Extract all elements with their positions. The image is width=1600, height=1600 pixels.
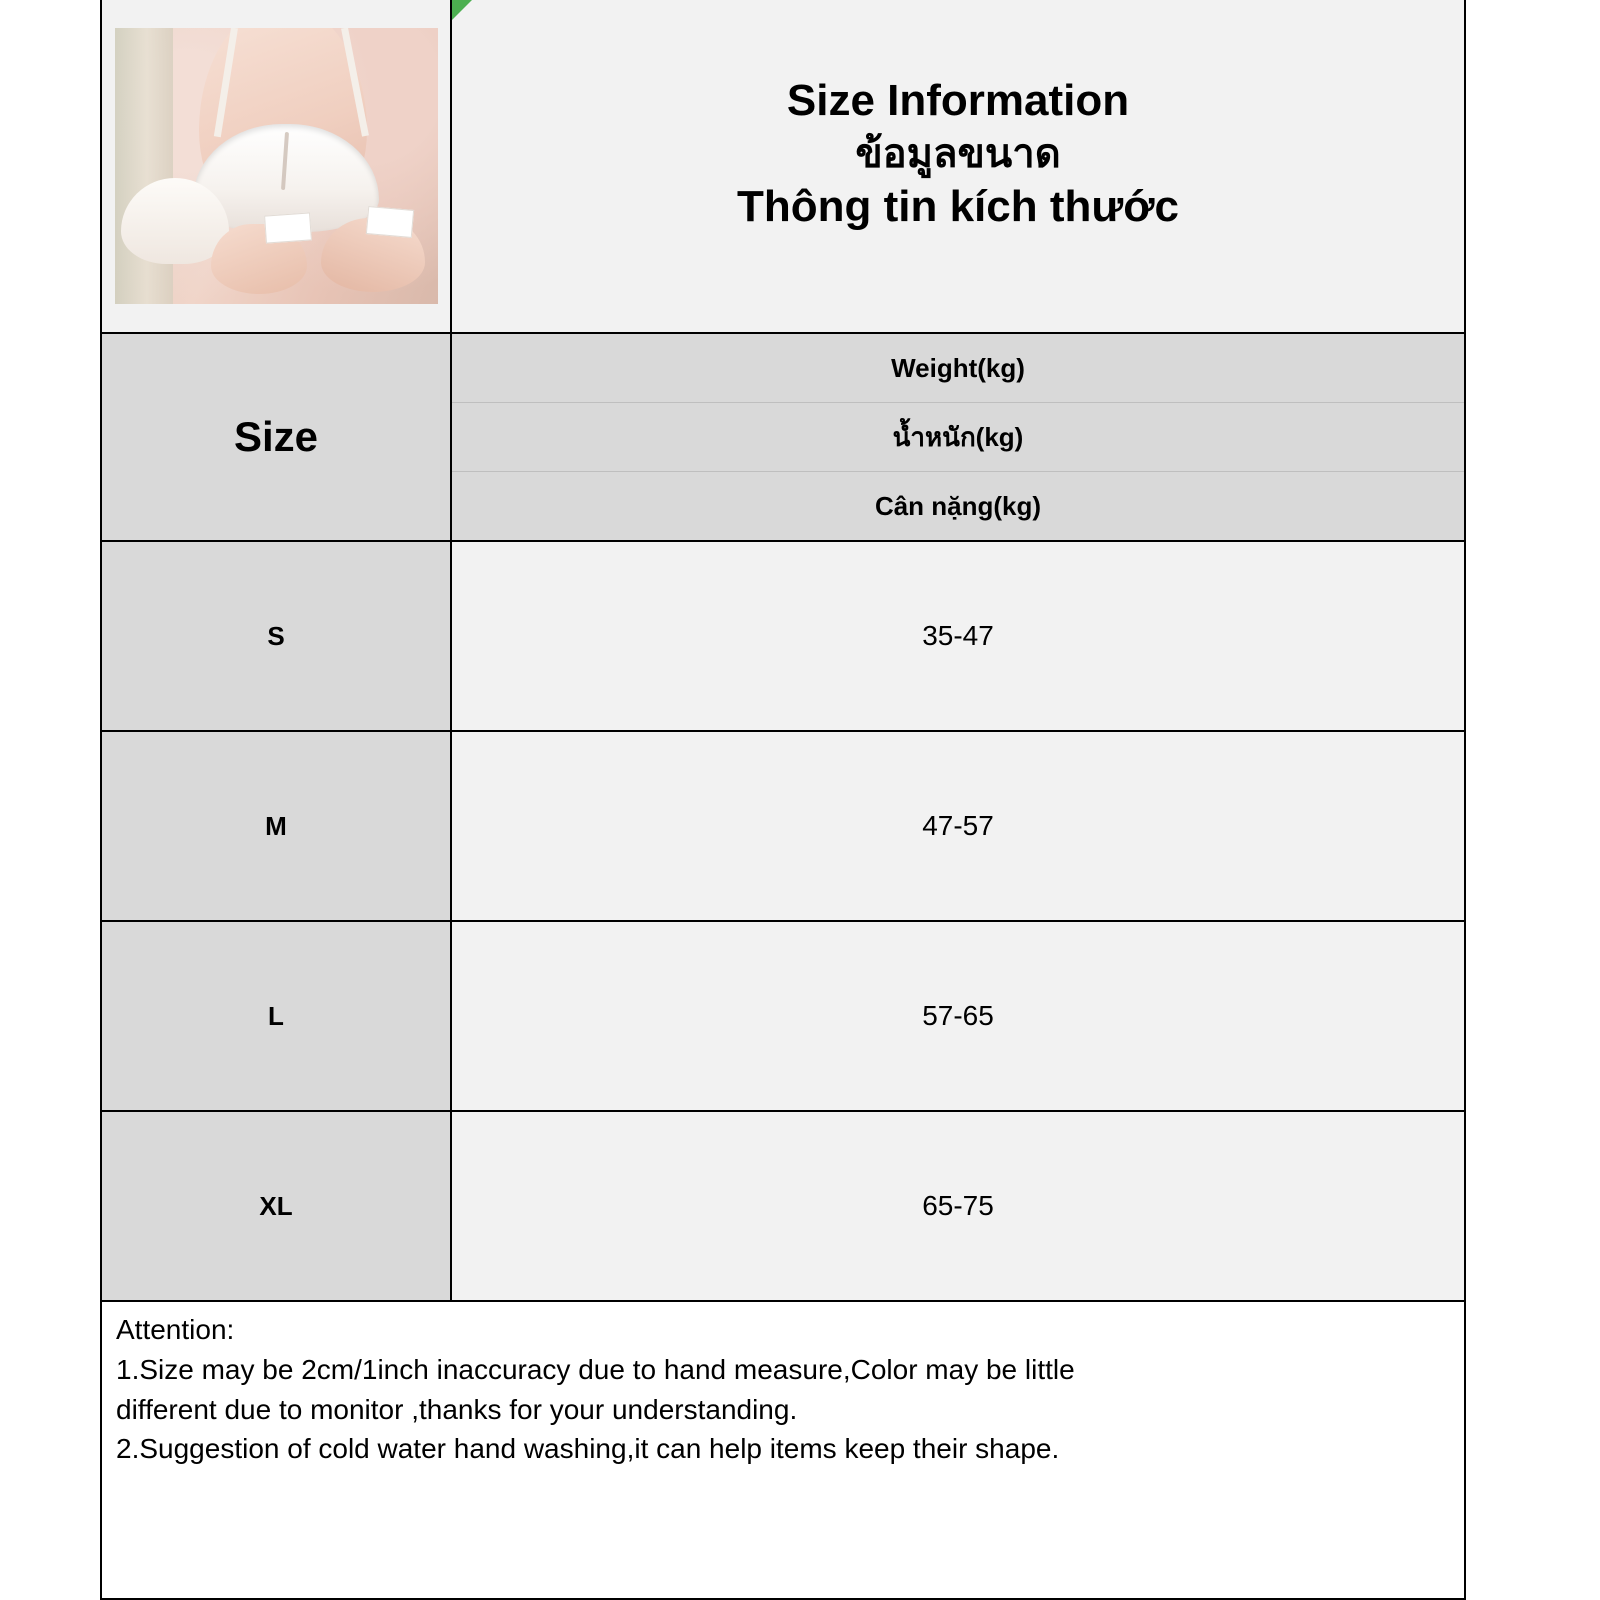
- attention-block: [102, 1302, 1464, 1598]
- size-cell: S: [102, 542, 452, 730]
- size-cell: L: [102, 922, 452, 1110]
- photo-label-tag-left: [264, 212, 312, 243]
- size-column-header: [102, 334, 452, 540]
- size-chart-table: [100, 0, 1466, 1600]
- attention-line-2: different due to monitor ,thanks for your understanding.: [116, 1393, 798, 1425]
- column-header-row: [102, 334, 1464, 542]
- weight-header-vietnamese: Cân nặng(kg): [874, 490, 1042, 521]
- weight-cell: 57-65: [452, 922, 1464, 1110]
- weight-header-thai: น้ำหนัก(kg): [452, 403, 1464, 472]
- title-english: Size Information: [786, 75, 1130, 125]
- weight-column-header: [452, 334, 1464, 540]
- product-image-cell: [102, 0, 452, 332]
- weight-cell: 35-47: [452, 542, 1464, 730]
- weight-cell: 47-57: [452, 732, 1464, 920]
- attention-heading: Attention:: [116, 1314, 235, 1345]
- table-row: [102, 732, 1464, 922]
- attention-line-1: 1.Size may be 2cm/1inch inaccuracy due to hand measure,Color may be little: [116, 1353, 1075, 1385]
- table-row: [102, 922, 1464, 1112]
- table-header-row: [102, 0, 1464, 334]
- title-cell: [452, 0, 1464, 332]
- photo-label-tag-right: [365, 206, 413, 238]
- title-vietnamese: Thông tin kích thước: [737, 182, 1179, 232]
- title-thai: ข้อมูลขนาด: [855, 131, 1061, 176]
- size-cell: M: [102, 732, 452, 920]
- size-column-header-label: Size: [233, 413, 319, 460]
- size-cell: XL: [102, 1112, 452, 1300]
- product-photo: [115, 28, 438, 304]
- attention-line-3: 2.Suggestion of cold water hand washing,it can help items keep their shape.: [116, 1433, 1060, 1465]
- weight-header-english: Weight(kg): [452, 334, 1464, 403]
- table-row: [102, 542, 1464, 732]
- table-row: [102, 1112, 1464, 1302]
- weight-cell: 65-75: [452, 1112, 1464, 1300]
